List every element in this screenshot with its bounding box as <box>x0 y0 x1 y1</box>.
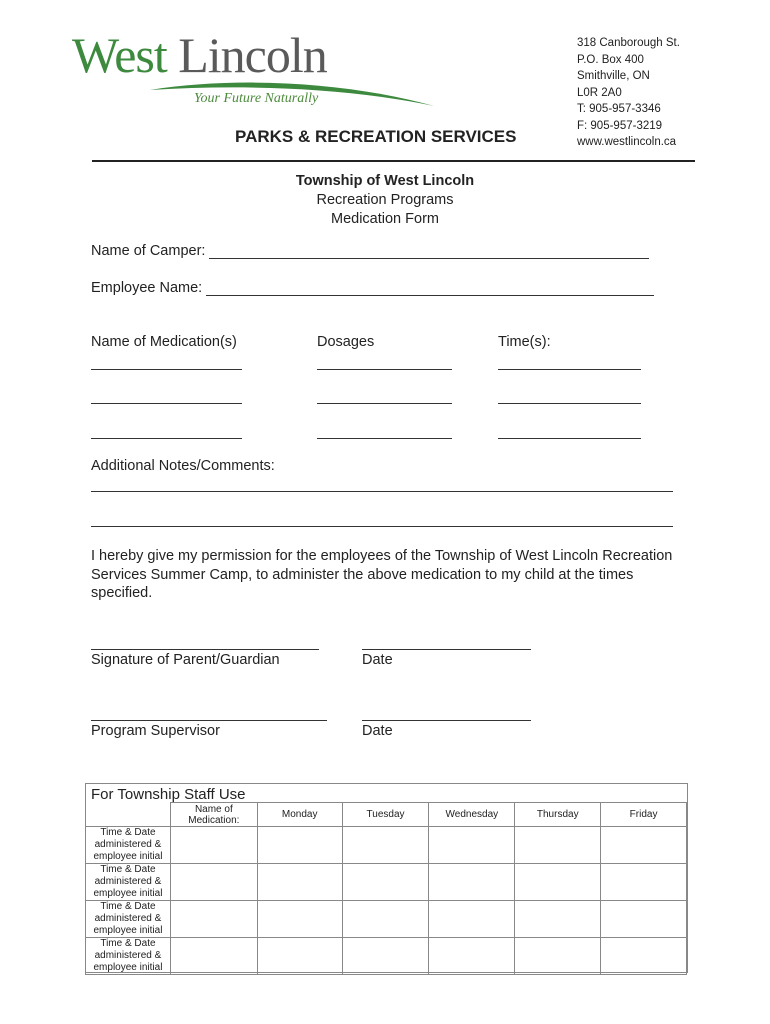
supervisor-date-field[interactable] <box>362 720 531 721</box>
medication-header: Name of Medication(s) <box>91 334 237 350</box>
staff-table <box>85 802 687 975</box>
row-label: Time & Date administered & employee initial <box>86 864 171 901</box>
table-cell[interactable] <box>170 901 257 938</box>
notes-field-1[interactable] <box>91 491 673 492</box>
time-field-3[interactable] <box>498 438 641 439</box>
title-line-2: Recreation Programs <box>316 192 454 208</box>
title-line-3: Medication Form <box>331 211 439 227</box>
form-title <box>0 172 770 229</box>
address-line: P.O. Box 400 <box>577 53 644 66</box>
table-cell[interactable] <box>257 827 342 864</box>
table-cell[interactable] <box>601 938 687 975</box>
table-cell[interactable] <box>342 864 429 901</box>
table-cell[interactable] <box>515 864 601 901</box>
address-line: Smithville, ON <box>577 70 650 82</box>
table-header-row <box>86 803 687 827</box>
table-cell[interactable] <box>601 864 687 901</box>
parent-signature-field[interactable] <box>91 649 319 650</box>
row-label: Time & Date administered & employee initial <box>86 901 171 938</box>
day-header-thursday: Thursday <box>515 803 601 827</box>
dosages-header: Dosages <box>317 334 375 350</box>
table-cell[interactable] <box>429 864 515 901</box>
logo-west-text: West <box>72 27 167 83</box>
table-cell[interactable] <box>429 901 515 938</box>
day-header-wednesday: Wednesday <box>429 803 515 827</box>
empty-header-cell <box>86 803 171 827</box>
day-header-tuesday: Tuesday <box>342 803 429 827</box>
medication-field-3[interactable] <box>91 438 242 439</box>
logo <box>72 27 327 83</box>
website-link[interactable]: www.westlincoln.ca <box>577 136 677 148</box>
table-cell[interactable] <box>170 827 257 864</box>
address-line: 318 Canborough St. <box>577 37 680 49</box>
table-cell[interactable] <box>515 901 601 938</box>
dosage-field-3[interactable] <box>317 438 452 439</box>
department-heading: PARKS & RECREATION SERVICES <box>235 127 517 146</box>
table-row <box>86 827 687 864</box>
supervisor-signature-field[interactable] <box>91 720 327 721</box>
row-label: Time & Date administered & employee initial <box>86 938 171 975</box>
table-cell[interactable] <box>342 901 429 938</box>
address-block <box>577 35 680 151</box>
table-row <box>86 938 687 975</box>
times-header: Time(s): <box>498 334 551 350</box>
dosage-field-2[interactable] <box>317 403 452 404</box>
day-header-monday: Monday <box>257 803 342 827</box>
medication-field-1[interactable] <box>91 369 242 370</box>
time-field-2[interactable] <box>498 403 641 404</box>
dosage-field-1[interactable] <box>317 369 452 370</box>
date-label: Date <box>362 652 393 668</box>
table-cell[interactable] <box>429 827 515 864</box>
employee-label: Employee Name: <box>91 280 203 296</box>
table-cell[interactable] <box>601 827 687 864</box>
supervisor-label: Program Supervisor <box>91 723 220 739</box>
table-cell[interactable] <box>342 938 429 975</box>
table-cell[interactable] <box>257 901 342 938</box>
table-cell[interactable] <box>257 938 342 975</box>
logo-lincoln-text: Lincoln <box>178 27 327 83</box>
staff-use-title: For Township Staff Use <box>91 786 246 803</box>
table-row <box>86 901 687 938</box>
employee-name-field[interactable] <box>206 295 654 296</box>
medication-field-2[interactable] <box>91 403 242 404</box>
notes-label: Additional Notes/Comments: <box>91 458 275 474</box>
parent-signature-label: Signature of Parent/Guardian <box>91 652 280 668</box>
table-cell[interactable] <box>515 938 601 975</box>
table-cell[interactable] <box>257 864 342 901</box>
date-label: Date <box>362 723 393 739</box>
table-cell[interactable] <box>515 827 601 864</box>
parent-date-field[interactable] <box>362 649 531 650</box>
table-cell[interactable] <box>429 938 515 975</box>
table-row <box>86 864 687 901</box>
address-line: L0R 2A0 <box>577 86 622 99</box>
medication-column-header: Name of Medication: <box>170 803 257 827</box>
logo-tagline: Your Future Naturally <box>194 91 319 106</box>
table-cell[interactable] <box>342 827 429 864</box>
phone-line: T: 905-957-3346 <box>577 103 661 115</box>
table-cell[interactable] <box>601 901 687 938</box>
table-cell[interactable] <box>170 938 257 975</box>
camper-label: Name of Camper: <box>91 243 206 259</box>
day-header-friday: Friday <box>601 803 687 827</box>
notes-field-2[interactable] <box>91 526 673 527</box>
title-line-1: Township of West Lincoln <box>295 173 475 189</box>
row-label: Time & Date administered & employee initial <box>86 827 171 864</box>
header-divider <box>92 160 695 162</box>
time-field-1[interactable] <box>498 369 641 370</box>
fax-line: F: 905-957-3219 <box>577 119 663 132</box>
permission-statement: I hereby give my permission for the employees of the Township of West Lincoln Recreation Services Summer Camp, to administer the above medication to my child at the times specified. <box>91 548 673 601</box>
camper-name-field[interactable] <box>209 258 649 259</box>
table-cell[interactable] <box>170 864 257 901</box>
